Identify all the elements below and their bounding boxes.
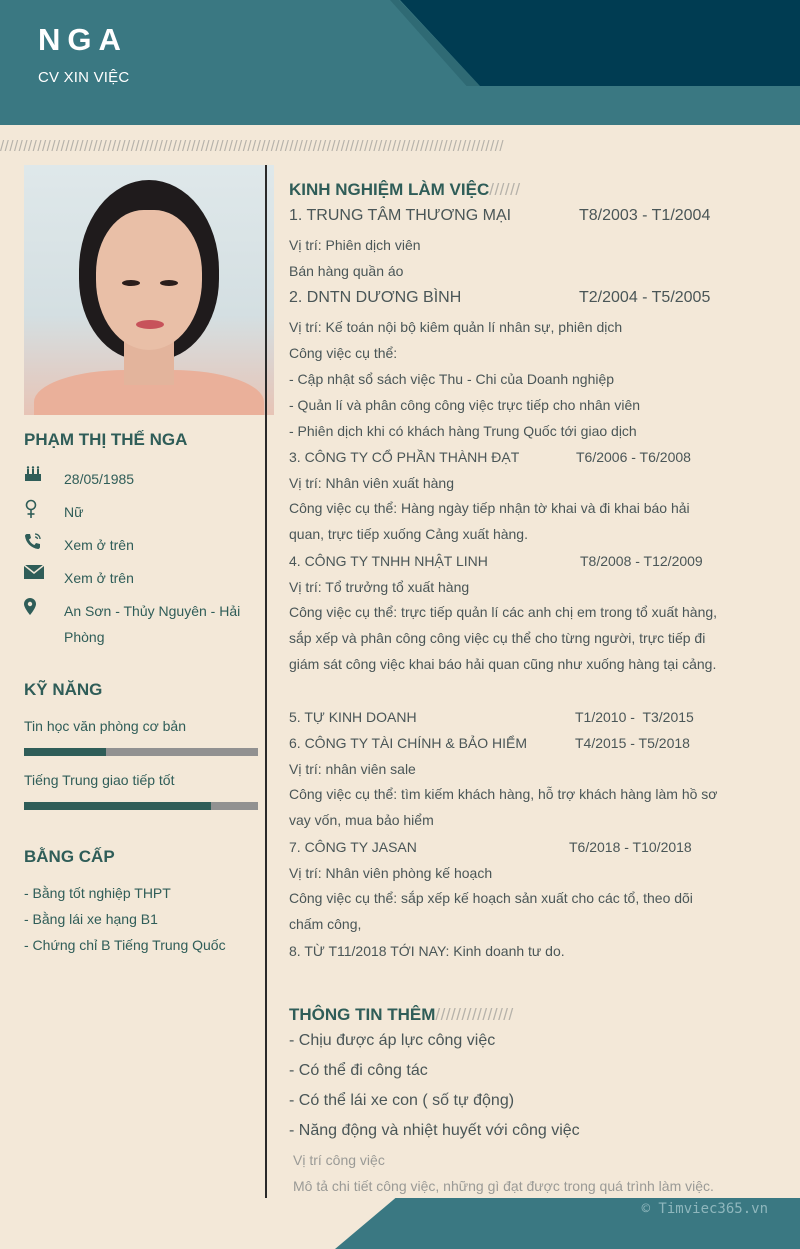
header-name: NGA xyxy=(38,22,128,57)
certificate-item: - Bằng lái xe hạng B1 xyxy=(24,911,158,927)
job-company: 2. DNTN DƯƠNG BÌNH xyxy=(289,289,462,306)
skill-label: Tin học văn phòng cơ bản xyxy=(24,718,186,734)
placeholder-description: Mô tả chi tiết công việc, những gì đạt được trong quá trình làm việc. xyxy=(293,1178,714,1194)
job-detail-line: Vị trí: nhân viên sale xyxy=(289,761,416,777)
skill-level-bar xyxy=(24,748,258,756)
job-detail-line: Vị trí: Tổ trưởng tổ xuất hàng xyxy=(289,579,470,595)
address-value: An Sơn - Thủy Nguyên - Hải Phòng xyxy=(64,603,241,645)
job-company: 3. CÔNG TY CỔ PHẦN THÀNH ĐẠT xyxy=(289,449,520,465)
job-detail-line: Vị trí: Nhân viên phòng kế hoạch xyxy=(289,865,493,881)
skill-level-fill xyxy=(24,802,211,810)
phone-icon xyxy=(24,532,64,558)
extra-info-heading-text: THÔNG TIN THÊM xyxy=(289,1005,436,1024)
skill-label: Tiếng Trung giao tiếp tốt xyxy=(24,772,175,788)
job-period: T6/2018 - T10/2018 xyxy=(569,839,692,855)
birthday-row xyxy=(24,466,260,492)
job-detail-paragraph: Công việc cụ thể: sắp xếp kế hoạch sản xuất cho các tổ, theo dõi chấm công, xyxy=(289,890,693,932)
job-period: T6/2006 - T6/2008 xyxy=(576,449,691,465)
job-header: 8. TỪ T11/2018 TỚI NAY: Kinh doanh tư do. xyxy=(289,943,565,959)
experience-heading-slashes: ////// xyxy=(489,180,521,199)
certificates-heading: BẰNG CẤP xyxy=(24,847,115,866)
gender-value: Nữ xyxy=(64,504,84,520)
header-subtitle: CV XIN VIỆC xyxy=(38,69,130,86)
certificate-item: - Bằng tốt nghiệp THPT xyxy=(24,885,171,901)
job-header xyxy=(289,207,729,225)
skill-level-fill xyxy=(24,748,106,756)
job-period: T1/2010 - T3/2015 xyxy=(575,709,694,725)
job-header xyxy=(289,449,729,465)
location-pin-icon xyxy=(24,598,64,650)
job-detail-paragraph: Công việc cụ thể: tìm kiếm khách hàng, hỗ trợ khách hàng làm hồ sơ vay vốn, mua bảo hiểm xyxy=(289,786,718,828)
job-detail-line: Vị trí: Phiên dịch viên xyxy=(289,237,421,253)
full-name: PHẠM THỊ THẾ NGA xyxy=(24,430,188,449)
job-detail-line: Vị trí: Nhân viên xuất hàng xyxy=(289,475,454,491)
female-icon xyxy=(24,499,64,525)
job-company: 5. TỰ KINH DOANH xyxy=(289,709,417,725)
email-value: Xem ở trên xyxy=(64,570,134,586)
job-header xyxy=(289,735,729,751)
address-row xyxy=(24,598,260,650)
experience-heading-text: KINH NGHIỆM LÀM VIỆC xyxy=(289,180,490,199)
job-detail-paragraph: Công việc cụ thể: Hàng ngày tiếp nhận tờ khai và đi khai báo hải quan, trực tiếp xuống Cảng xuất hàng. xyxy=(289,500,690,542)
birthday-value: 28/05/1985 xyxy=(64,471,135,487)
job-header xyxy=(289,839,729,855)
column-divider xyxy=(265,165,267,1198)
job-header xyxy=(289,709,729,725)
job-company: 1. TRUNG TÂM THƯƠNG MẠI xyxy=(289,207,512,224)
job-period: T4/2015 - T5/2018 xyxy=(575,735,690,751)
skills-heading: KỸ NĂNG xyxy=(24,680,103,699)
job-header xyxy=(289,289,729,307)
skill-level-bar xyxy=(24,802,258,810)
job-detail-line: - Cập nhật sổ sách việc Thu - Chi của Doanh nghiệp xyxy=(289,371,615,387)
extra-info-item: - Chịu được áp lực công việc xyxy=(289,1032,496,1049)
job-period: T8/2008 - T12/2009 xyxy=(580,553,703,569)
copyright-text: © Timviec365.vn xyxy=(641,1201,768,1217)
envelope-icon xyxy=(24,565,64,591)
extra-info-item: - Năng động và nhiệt huyết với công việc xyxy=(289,1122,580,1139)
gender-row xyxy=(24,499,260,525)
decorative-slash-divider: //////////////////////////////////////////////////////////////////////////////////////////////////////////// xyxy=(0,138,505,155)
job-detail-line: Vị trí: Kế toán nội bộ kiêm quản lí nhân sự, phiên dịch xyxy=(289,319,623,335)
email-row xyxy=(24,565,260,591)
job-detail-line: - Quản lí và phân công công việc trực tiếp cho nhân viên xyxy=(289,397,641,413)
job-detail-line: Bán hàng quần áo xyxy=(289,263,404,279)
job-period: T2/2004 - T5/2005 xyxy=(579,289,711,306)
job-period: T8/2003 - T1/2004 xyxy=(579,207,711,224)
job-header xyxy=(289,553,729,569)
cake-icon xyxy=(24,466,64,492)
profile-photo xyxy=(24,165,274,415)
phone-value: Xem ở trên xyxy=(64,537,134,553)
extra-info-heading-slashes: /////////////// xyxy=(435,1005,514,1024)
extra-info-item: - Có thể đi công tác xyxy=(289,1062,428,1079)
job-detail-paragraph: Công việc cụ thể: trực tiếp quản lí các anh chị em trong tổ xuất hàng, sắp xếp và phân công công việc cụ thể cho từng người, trực tiếp đi giám sát công việc khai báo hải quan cũng như xuống hàng tại cảng. xyxy=(289,604,718,672)
job-company: 4. CÔNG TY TNHH NHẬT LINH xyxy=(289,553,488,569)
phone-row xyxy=(24,532,260,558)
job-company: 7. CÔNG TY JASAN xyxy=(289,839,417,855)
job-company: 6. CÔNG TY TÀI CHÍNH & BẢO HIỂM xyxy=(289,735,528,751)
header-banner xyxy=(0,0,800,125)
job-detail-line: - Phiên dịch khi có khách hàng Trung Quốc tới giao dịch xyxy=(289,423,637,439)
extra-info-item: - Có thể lái xe con ( số tự động) xyxy=(289,1092,515,1109)
job-detail-line: Công việc cụ thể: xyxy=(289,345,398,361)
experience-heading xyxy=(289,180,521,200)
extra-info-heading xyxy=(289,1005,514,1025)
certificate-item: - Chứng chỉ B Tiếng Trung Quốc xyxy=(24,937,226,953)
placeholder-position: Vị trí công việc xyxy=(293,1152,385,1168)
